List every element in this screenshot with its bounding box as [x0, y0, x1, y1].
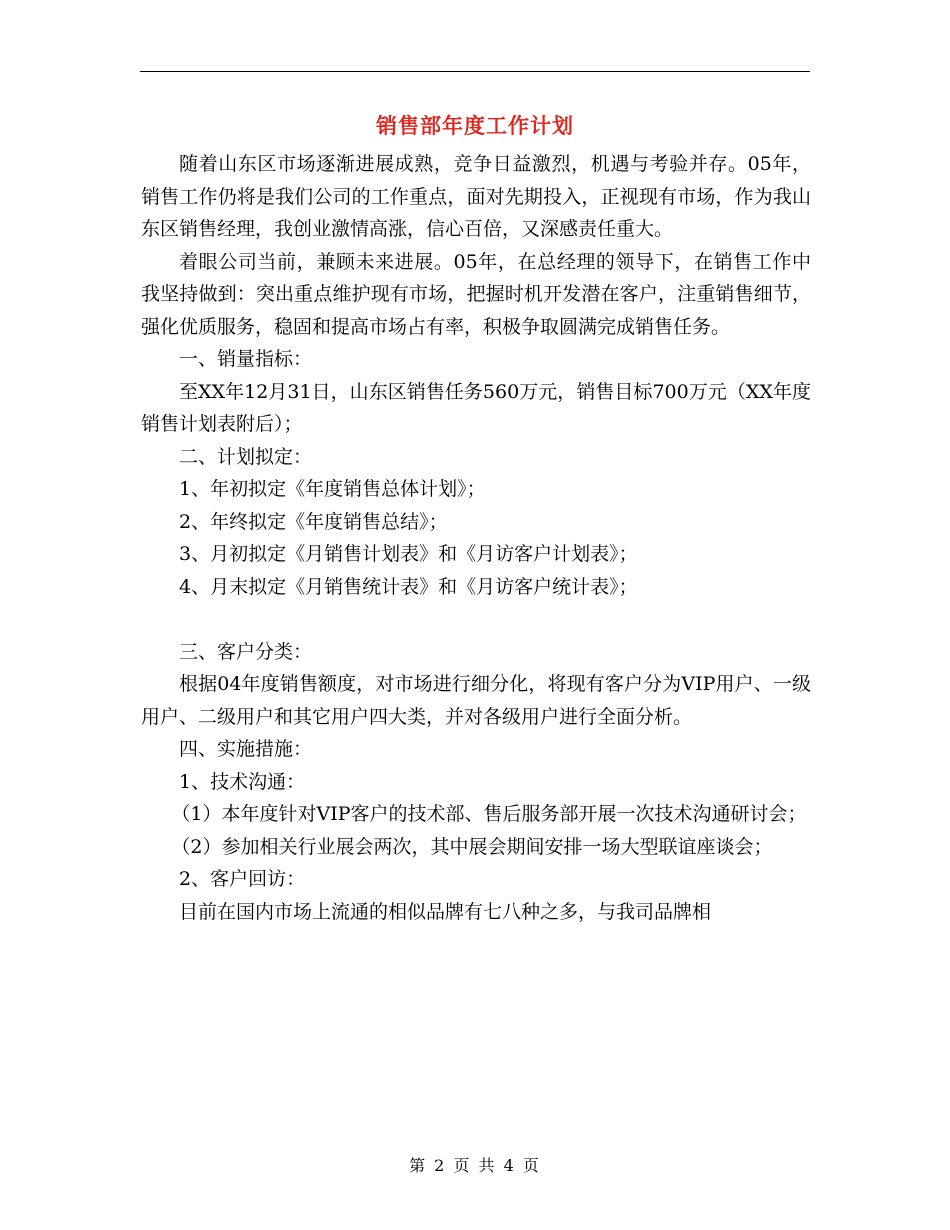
paragraph-customer-visits: 目前在国内市场上流通的相似品牌有七八种之多，与我司品牌相: [179, 900, 712, 923]
list-item-tech-1: （1）本年度针对VIP客户的技术部、售后服务部开展一次技术沟通研讨会；: [171, 803, 807, 825]
heading-customer-classification: 三、客户分类：: [179, 640, 313, 663]
list-item-plan-3: 3、月初拟定《月销售计划表》和《月访客户计划表》；: [179, 543, 638, 565]
document-body: [141, 148, 811, 928]
page-number: 第 2 页 共 4 页: [409, 1156, 541, 1175]
header-rule: [140, 71, 810, 72]
list-item-plan-1: 1、年初拟定《年度销售总体计划》；: [179, 478, 486, 500]
heading-measures: 四、实施措施：: [179, 738, 313, 760]
heading-sales-target: 一、销量指标：: [179, 348, 313, 370]
blank-line: [141, 603, 811, 636]
heading-plan-drafting: 二、计划拟定：: [179, 445, 313, 468]
heading-customer-visits: 2、客户回访：: [179, 868, 306, 890]
list-item-plan-2: 2、年终拟定《年度销售总结》；: [179, 510, 448, 533]
paragraph-sales-target: 至XX年12月31日，山东区销售任务560万元，销售目标700万元（XX年度销售计划表附后）；: [141, 380, 811, 435]
paragraph-intro: 随着山东区市场逐渐进展成熟，竞争日益激烈，机遇与考验并存。05年，销售工作仍将是我们公司的工作重点，面对先期投入，正视现有市场，作为我山东区销售经理，我创业激情高涨，信心百倍，又深感责任重大。: [141, 153, 811, 240]
heading-tech-communication: 1、技术沟通：: [179, 770, 306, 793]
list-item-tech-2: （2）参加相关行业展会两次，其中展会期间安排一场大型联谊座谈会；: [171, 835, 773, 858]
list-item-plan-4: 4、月末拟定《月销售统计表》和《月访客户统计表》；: [179, 575, 638, 598]
paragraph-customer-classification: 根据04年度销售额度，对市场进行细分化，将现有客户分为VIP用户、一级用户、二级用户和其它用户四大类，并对各级用户进行全面分析。: [141, 673, 811, 728]
paragraph-focus: 着眼公司当前，兼顾未来进展。05年，在总经理的领导下，在销售工作中我坚持做到：突出重点维护现有市场，把握时机开发潜在客户，注重销售细节，强化优质服务，稳固和提高市场占有率，积极争取圆满完成销售任务。: [141, 250, 811, 338]
document-title: 销售部年度工作计划: [376, 114, 574, 138]
